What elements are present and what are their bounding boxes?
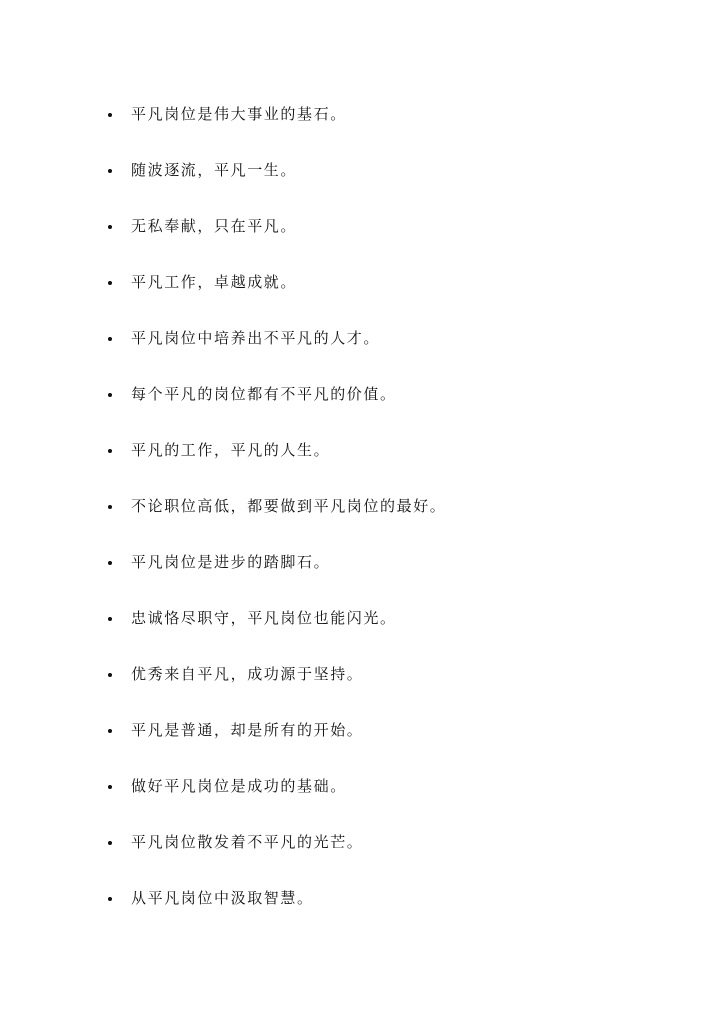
bullet-list [108,86,688,926]
bullet-icon [108,113,112,117]
list-item [108,310,688,366]
list-item-text: 每个平凡的岗位都有不平凡的价值。 [131,385,397,403]
list-item [108,534,688,590]
list-item-text: 平凡工作，卓越成就。 [131,273,298,291]
list-item [108,814,688,870]
list-item-text: 平凡的工作，平凡的人生。 [131,441,331,459]
bullet-icon [108,561,112,565]
bullet-icon [108,337,112,341]
list-item [108,870,688,926]
list-item [108,422,688,478]
bullet-icon [108,785,112,789]
bullet-icon [108,617,112,621]
list-item [108,198,688,254]
list-item-text: 平凡岗位是进步的踏脚石。 [131,553,331,571]
list-item-text: 平凡是普通，却是所有的开始。 [131,721,364,739]
bullet-icon [108,449,112,453]
list-item [108,590,688,646]
list-item-text: 平凡岗位中培养出不平凡的人才。 [131,329,381,347]
bullet-icon [108,673,112,677]
bullet-icon [108,841,112,845]
list-item-text: 平凡岗位散发着不平凡的光芒。 [131,833,364,851]
list-item-text: 随波逐流，平凡一生。 [131,161,298,179]
list-item-text: 从平凡岗位中汲取智慧。 [131,889,314,907]
bullet-icon [108,393,112,397]
list-item [108,86,688,142]
bullet-icon [108,897,112,901]
list-item [108,478,688,534]
list-item [108,758,688,814]
list-item [108,366,688,422]
list-item-text: 忠诚恪尽职守，平凡岗位也能闪光。 [131,609,397,627]
list-item-text: 平凡岗位是伟大事业的基石。 [131,105,347,123]
list-item [108,646,688,702]
bullet-icon [108,505,112,509]
list-item-text: 做好平凡岗位是成功的基础。 [131,777,347,795]
bullet-icon [108,281,112,285]
bullet-icon [108,169,112,173]
list-item-text: 不论职位高低，都要做到平凡岗位的最好。 [131,497,447,515]
list-item [108,702,688,758]
bullet-icon [108,729,112,733]
list-item-text: 无私奉献，只在平凡。 [131,217,298,235]
list-item [108,254,688,310]
bullet-icon [108,225,112,229]
list-item [108,142,688,198]
list-item-text: 优秀来自平凡，成功源于坚持。 [131,665,364,683]
